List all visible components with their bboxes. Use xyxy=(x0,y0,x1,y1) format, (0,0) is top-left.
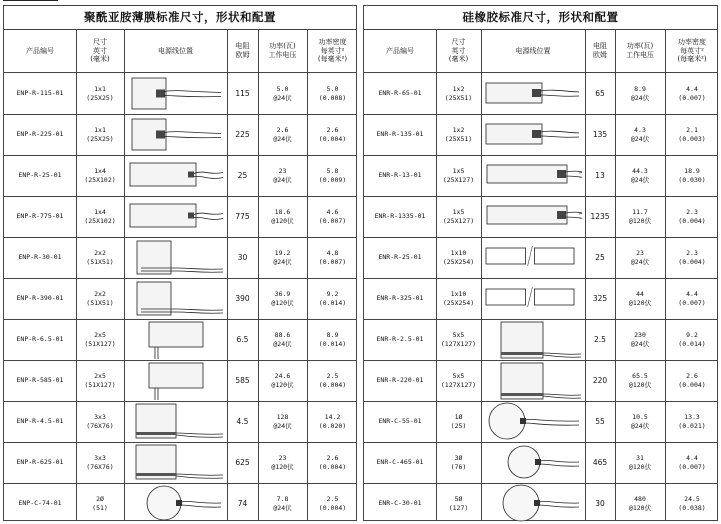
product-code: ENR-C-465-01 xyxy=(376,458,424,467)
lead-tab xyxy=(188,172,194,178)
watt-density: 2.5 (0.004) xyxy=(318,372,347,389)
watt-density: 2.6 (0.004) xyxy=(318,454,347,471)
table-row xyxy=(364,360,717,402)
resistance-value: 74 xyxy=(237,498,248,508)
heater-pad xyxy=(130,204,196,227)
heater-diagram xyxy=(124,442,227,482)
power-voltage: 23 @24伏 xyxy=(273,167,292,184)
resistance-value: 6.5 xyxy=(236,334,249,344)
watt-density: 9.2 (0.014) xyxy=(678,331,706,348)
power-voltage: 44 @120伏 xyxy=(628,290,652,307)
power-voltage: 10.5 @24伏 xyxy=(630,413,650,430)
heater-diagram xyxy=(481,483,585,523)
table-row xyxy=(364,196,717,238)
lead-wire xyxy=(539,501,579,503)
table-row xyxy=(364,278,717,320)
watt-density: 5.0 (0.008) xyxy=(318,85,347,102)
power-voltage: 44.3 @24伏 xyxy=(630,167,650,184)
lead-wire xyxy=(176,476,223,478)
heater-diagram xyxy=(124,73,227,113)
size-dimensions: 3Ø (76) xyxy=(450,454,467,471)
lead-tab xyxy=(156,90,165,98)
product-code: ENR-R-325-01 xyxy=(376,294,424,303)
polyimide-table-title: 聚酰亚胺薄膜标准尺寸，形状和配置 xyxy=(4,6,356,30)
heater-pad xyxy=(487,165,567,183)
product-code: ENR-R-1335-01 xyxy=(374,212,426,221)
lead-wire xyxy=(565,212,582,214)
product-code: ENP-R-115-01 xyxy=(16,89,64,98)
table-row xyxy=(364,442,717,484)
heater-diagram xyxy=(481,114,585,154)
power-voltage: 36.9 @120伏 xyxy=(271,290,294,307)
product-code: ENP-R-4.5-01 xyxy=(16,417,64,426)
table-row xyxy=(364,319,717,361)
table-row xyxy=(364,73,717,115)
power-voltage: 480 @120伏 xyxy=(628,495,652,512)
power-voltage: 18.6 @120伏 xyxy=(271,208,294,225)
size-dimensions: 1x1 (25X25) xyxy=(86,126,114,143)
lead-diagram xyxy=(124,114,227,155)
table-row xyxy=(364,155,717,197)
header-product-code: 产品编号 xyxy=(386,46,414,55)
lead-diagram xyxy=(124,401,227,442)
power-voltage: 8.9 @24伏 xyxy=(630,85,650,102)
lead-diagram xyxy=(481,319,585,360)
watt-density: 2.5 (0.004) xyxy=(318,495,347,512)
resistance-value: 390 xyxy=(235,293,250,303)
lead-wire xyxy=(543,353,581,354)
lead-wire xyxy=(164,137,221,138)
heater-pad xyxy=(487,206,567,224)
power-voltage: 5.0 @24伏 xyxy=(273,85,292,102)
lead-band xyxy=(501,393,543,396)
silicone-table-title: 硅橡胶标准尺寸，形状和配置 xyxy=(364,6,717,30)
lead-wire xyxy=(543,394,581,395)
product-code: ENR-R-65-01 xyxy=(378,89,422,98)
lead-wire xyxy=(540,460,579,462)
size-dimensions: 3x3 (76X76) xyxy=(86,413,114,430)
heater-diagram xyxy=(124,114,227,154)
lead-wire xyxy=(176,435,223,437)
lead-diagram xyxy=(124,442,227,483)
size-dimensions: 1x4 (25X102) xyxy=(84,208,116,225)
product-code: ENP-R-390-01 xyxy=(16,294,64,303)
size-dimensions: 1x5 (25X127) xyxy=(442,208,475,225)
round-heater-pad xyxy=(503,485,539,521)
heater-diagram xyxy=(124,401,227,441)
header-power: 功率(瓦) 工作电压 xyxy=(268,42,297,59)
table-row xyxy=(4,401,356,443)
resistance-value: 2.5 xyxy=(594,334,606,344)
power-voltage: 2.6 @24伏 xyxy=(273,126,292,143)
heater-diagram xyxy=(124,360,227,400)
lead-wire xyxy=(181,501,221,503)
lead-band xyxy=(136,432,176,435)
size-dimensions: 2x5 (51X127) xyxy=(84,372,116,389)
heater-diagram xyxy=(481,401,585,441)
product-code: ENP-R-585-01 xyxy=(16,376,64,385)
heater-diagram xyxy=(124,483,227,523)
lead-band xyxy=(501,352,543,355)
resistance-value: 1235 xyxy=(590,211,610,221)
table-row xyxy=(364,114,717,156)
resistance-value: 30 xyxy=(595,498,605,508)
heater-diagram xyxy=(481,319,585,359)
heater-diagram xyxy=(481,360,585,400)
product-code: ENP-R-30-01 xyxy=(18,253,62,262)
lead-wire xyxy=(540,95,579,96)
table-row xyxy=(364,237,717,279)
size-dimensions: 5x5 (127X127) xyxy=(440,331,477,348)
heater-diagram xyxy=(124,278,227,318)
lead-wire xyxy=(543,396,581,398)
header-product-code: 产品编号 xyxy=(26,46,54,55)
round-heater-pad xyxy=(489,403,525,439)
heater-pad-segment xyxy=(534,248,574,264)
lead-wire xyxy=(540,90,579,92)
product-code: ENR-R-135-01 xyxy=(376,130,424,139)
lead-wire xyxy=(176,433,223,434)
table-row xyxy=(4,237,356,279)
watt-density: 2.6 (0.004) xyxy=(318,126,347,143)
product-code: ENR-R-25-01 xyxy=(378,253,422,262)
heater-diagram xyxy=(124,319,227,359)
lead-diagram xyxy=(481,237,585,278)
power-voltage: 7.8 @24伏 xyxy=(273,495,292,512)
resistance-value: 625 xyxy=(235,457,250,467)
size-dimensions: 1x4 (25X102) xyxy=(84,167,116,184)
table-row xyxy=(364,401,717,443)
break-mark xyxy=(528,287,533,307)
header-power: 功率(瓦) 工作电压 xyxy=(626,42,654,59)
heater-diagram xyxy=(124,237,227,277)
round-heater-pad xyxy=(147,486,181,520)
header-resistance: 电阻 欧姆 xyxy=(593,42,607,59)
header-watt-density: 功率密度 每英寸² (每毫米²) xyxy=(677,37,707,64)
heater-pad xyxy=(137,241,171,274)
power-voltage: 128 @24伏 xyxy=(273,413,292,430)
product-code: ENR-R-220-01 xyxy=(376,376,424,385)
power-voltage: 31 @120伏 xyxy=(628,454,652,471)
lead-wire xyxy=(194,172,223,173)
resistance-value: 4.5 xyxy=(236,416,249,426)
heater-pad xyxy=(137,282,171,315)
watt-density: 2.3 (0.004) xyxy=(678,208,706,225)
product-code: ENP-R-225-01 xyxy=(16,130,64,139)
power-voltage: 4.3 @24伏 xyxy=(630,126,650,143)
watt-density: 4.6 (0.007) xyxy=(318,208,347,225)
lead-wire xyxy=(194,213,223,214)
heater-pad-segment xyxy=(486,248,526,264)
watt-density: 8.9 (0.014) xyxy=(318,331,347,348)
lead-wire xyxy=(565,171,582,173)
size-dimensions: 1x10 (25X254) xyxy=(442,249,475,266)
size-dimensions: 3x3 (76X76) xyxy=(86,454,114,471)
table-row xyxy=(4,278,356,320)
heater-diagram xyxy=(481,73,585,113)
watt-density: 24.5 (0.038) xyxy=(678,495,706,512)
table-row xyxy=(364,483,717,524)
lead-tab xyxy=(532,130,541,138)
table-row xyxy=(4,360,356,402)
watt-density: 4.4 (0.007) xyxy=(678,85,706,102)
header-resistance: 电阻 欧姆 xyxy=(235,42,250,59)
product-code: ENP-R-775-01 xyxy=(16,212,64,221)
watt-density: 2.3 (0.004) xyxy=(678,249,706,266)
lead-diagram xyxy=(124,196,227,237)
power-voltage: 23 @24伏 xyxy=(630,249,650,266)
lead-wire xyxy=(176,474,223,475)
watt-density: 13.3 (0.021) xyxy=(678,413,706,430)
lead-wire xyxy=(181,505,221,507)
resistance-value: 220 xyxy=(592,375,608,385)
resistance-value: 775 xyxy=(235,211,250,221)
product-code: ENR-R-2.5-01 xyxy=(376,335,424,344)
heater-diagram xyxy=(481,442,585,482)
lead-wire xyxy=(565,217,582,218)
lead-wire xyxy=(194,217,223,219)
header-size: 尺寸 英寸 (毫米) xyxy=(90,37,110,64)
header-watt-density: 功率密度 每英寸² (每毫米²) xyxy=(317,37,348,64)
resistance-value: 225 xyxy=(235,129,250,139)
power-voltage: 11.7 @120伏 xyxy=(628,208,652,225)
lead-diagram xyxy=(124,360,227,401)
product-code: ENP-C-74-01 xyxy=(18,499,62,508)
lead-tab xyxy=(557,170,566,178)
lead-tab xyxy=(188,213,194,219)
lead-wire xyxy=(164,91,221,93)
watt-density: 4.4 (0.007) xyxy=(678,454,706,471)
lead-tab xyxy=(557,211,566,219)
power-voltage: 230 @24伏 xyxy=(630,331,650,348)
power-voltage: 19.2 @24伏 xyxy=(273,249,292,266)
power-voltage: 24.6 @120伏 xyxy=(271,372,294,389)
resistance-value: 65 xyxy=(595,88,605,98)
lead-diagram xyxy=(481,483,585,524)
resistance-value: 325 xyxy=(592,293,608,303)
lead-diagram xyxy=(481,114,585,155)
size-dimensions: 2x2 (51X51) xyxy=(86,249,114,266)
lead-diagram xyxy=(481,73,585,114)
power-voltage: 88.6 @24伏 xyxy=(273,331,292,348)
lead-diagram xyxy=(481,196,585,237)
polyimide-table xyxy=(3,5,357,521)
lead-diagram xyxy=(481,360,585,401)
product-code: ENR-C-55-01 xyxy=(378,417,422,426)
lead-diagram xyxy=(124,237,227,278)
lead-wire xyxy=(164,96,221,97)
table-row xyxy=(4,442,356,484)
resistance-value: 55 xyxy=(595,416,605,426)
table-row xyxy=(4,155,356,197)
lead-wire xyxy=(194,176,223,178)
heater-diagram xyxy=(481,278,585,318)
polyimide-header-row xyxy=(4,30,356,73)
watt-density: 4.4 (0.007) xyxy=(678,290,706,307)
watt-density: 2.6 (0.004) xyxy=(678,372,706,389)
heater-pad xyxy=(149,363,203,388)
top-rule xyxy=(3,0,58,1)
size-dimensions: 1x1 (25X25) xyxy=(86,85,114,102)
resistance-value: 585 xyxy=(235,375,250,385)
lead-tab xyxy=(532,89,541,97)
lead-tab xyxy=(156,131,165,139)
table-row xyxy=(4,196,356,238)
lead-wire xyxy=(525,423,579,425)
size-dimensions: 2x5 (51X127) xyxy=(84,331,116,348)
lead-wire xyxy=(164,132,221,134)
lead-wire xyxy=(540,131,579,133)
table-row xyxy=(4,319,356,361)
power-voltage: 65.5 @120伏 xyxy=(628,372,652,389)
header-lead-position: 电源线位置 xyxy=(158,46,193,55)
watt-density: 5.8 (0.009) xyxy=(318,167,347,184)
heater-diagram xyxy=(481,155,585,195)
product-code: ENP-R-625-01 xyxy=(16,458,64,467)
lead-wire xyxy=(543,355,581,357)
heater-pad-segment xyxy=(486,289,526,305)
resistance-value: 115 xyxy=(235,88,250,98)
silicone-rubber-table xyxy=(363,5,718,521)
heater-diagram xyxy=(124,196,227,236)
lead-wire xyxy=(525,419,579,421)
heater-pad xyxy=(130,163,196,186)
resistance-value: 25 xyxy=(595,252,605,262)
lead-diagram xyxy=(124,73,227,114)
watt-density: 14.2 (0.020) xyxy=(318,413,347,430)
size-dimensions: 2x2 (51X51) xyxy=(86,290,114,307)
lead-diagram xyxy=(124,319,227,360)
heater-pad-segment xyxy=(534,289,574,305)
resistance-value: 135 xyxy=(592,129,608,139)
lead-wire xyxy=(565,176,582,177)
heater-diagram xyxy=(481,237,585,277)
heater-diagram xyxy=(124,155,227,195)
table-row xyxy=(4,483,356,524)
size-dimensions: 5x5 (127X127) xyxy=(440,372,477,389)
heater-diagram xyxy=(481,196,585,236)
lead-diagram xyxy=(124,155,227,196)
lead-wire xyxy=(540,136,579,137)
lead-diagram xyxy=(481,278,585,319)
resistance-value: 13 xyxy=(595,170,605,180)
lead-diagram xyxy=(124,483,227,524)
size-dimensions: 1Ø (25) xyxy=(450,413,467,430)
product-code: ENP-R-6.5-01 xyxy=(16,335,64,344)
header-size: 尺寸 英寸 (毫米) xyxy=(448,37,469,64)
heater-pad xyxy=(149,322,203,347)
watt-density: 9.2 (0.014) xyxy=(318,290,347,307)
product-code: ENP-R-25-01 xyxy=(18,171,62,180)
break-mark xyxy=(528,246,533,266)
lead-diagram xyxy=(481,442,585,483)
size-dimensions: 1x5 (25X127) xyxy=(442,167,475,184)
lead-diagram xyxy=(124,278,227,319)
size-dimensions: 1x2 (25X51) xyxy=(444,85,473,102)
product-code: ENR-R-13-01 xyxy=(378,171,422,180)
size-dimensions: 1x2 (25X51) xyxy=(444,126,473,143)
size-dimensions: 1x10 (25X254) xyxy=(442,290,475,307)
header-lead-position: 电源线位置 xyxy=(515,46,551,55)
resistance-value: 30 xyxy=(237,252,248,262)
table-row xyxy=(4,114,356,156)
watt-density: 18.9 (0.030) xyxy=(678,167,706,184)
watt-density: 4.8 (0.007) xyxy=(318,249,347,266)
resistance-value: 465 xyxy=(592,457,608,467)
resistance-value: 25 xyxy=(237,170,248,180)
product-code: ENR-C-30-01 xyxy=(378,499,422,508)
lead-wire xyxy=(539,505,579,507)
size-dimensions: 2Ø (51) xyxy=(92,495,108,512)
lead-diagram xyxy=(481,401,585,442)
table-row xyxy=(4,73,356,115)
size-dimensions: 5Ø (127) xyxy=(448,495,469,512)
lead-wire xyxy=(540,464,579,466)
watt-density: 2.1 (0.003) xyxy=(678,126,706,143)
lead-band xyxy=(136,473,176,476)
power-voltage: 23 @120伏 xyxy=(271,454,294,471)
lead-diagram xyxy=(481,155,585,196)
